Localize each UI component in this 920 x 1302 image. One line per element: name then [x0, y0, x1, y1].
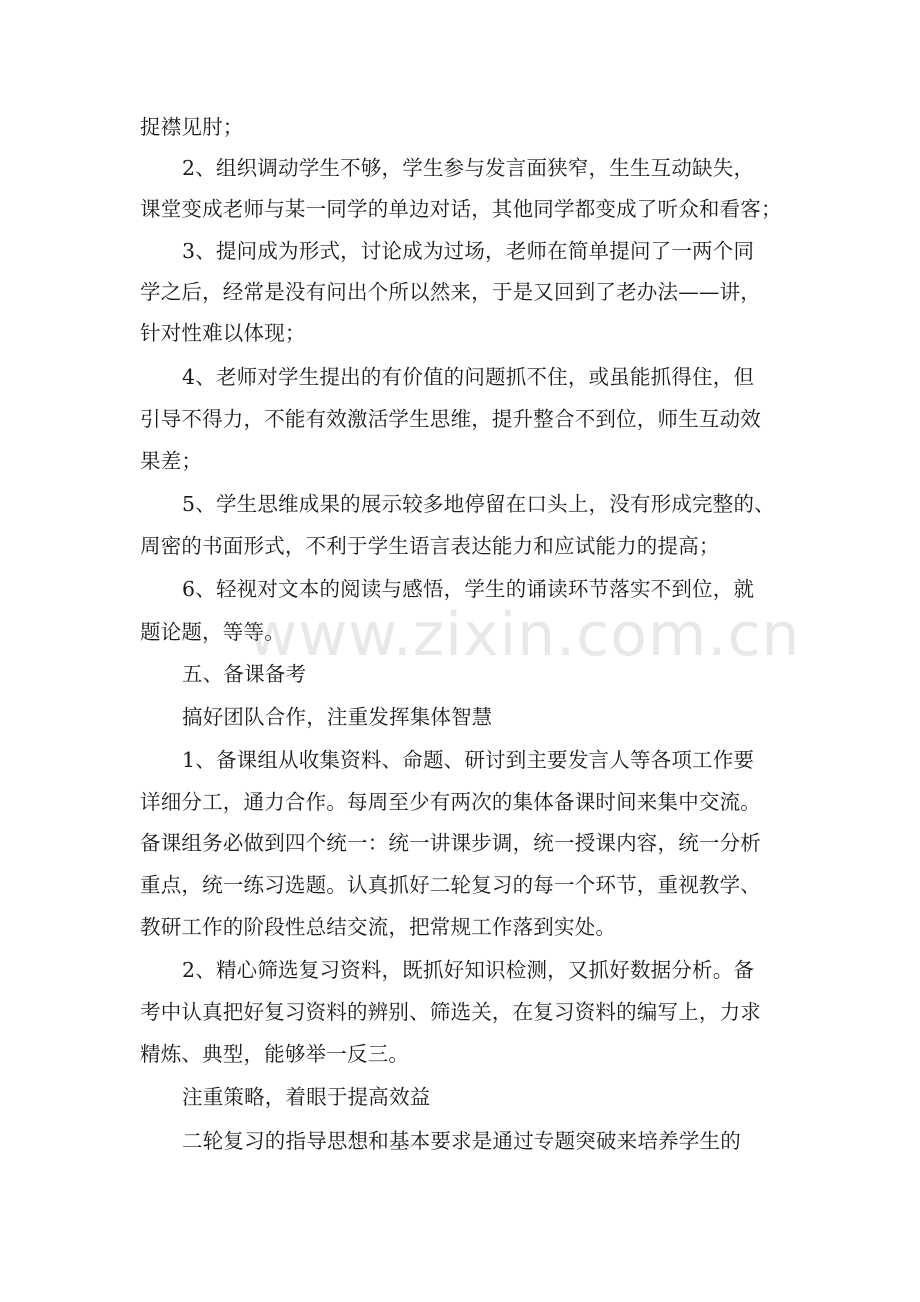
text-line: 重点，统一练习选题。认真抓好二轮复习的每一个环节，重视教学、 — [140, 873, 761, 897]
text-line: 教研工作的阶段性总结交流，把常规工作落到实处。 — [140, 915, 617, 939]
text-line: 课堂变成老师与某一同学的单边对话，其他同学都变成了听众和看客； — [140, 197, 782, 221]
text-line: 引导不得力，不能有效激活学生思维，提升整合不到位，师生互动效 — [140, 407, 761, 431]
text-line: 详细分工，通力合作。每周至少有两次的集体备课时间来集中交流。 — [140, 790, 761, 814]
text-line: 周密的书面形式，不利于学生语言表达能力和应试能力的提高； — [140, 534, 720, 558]
text-line: 考中认真把好复习资料的辨别、筛选关，在复习资料的编写上，力求 — [140, 1000, 761, 1024]
text-line: 5、学生思维成果的展示较多地停留在口头上，没有形成完整的、 — [182, 492, 775, 516]
watermark: www.zixin.com.cn — [248, 600, 801, 670]
text-line: 2、精心筛选复习资料，既抓好知识检测，又抓好数据分析。备 — [182, 958, 755, 982]
text-line: 4、老师对学生提出的有价值的问题抓不住，或虽能抓得住，但 — [182, 365, 755, 389]
text-line: 备课组务必做到四个统一：统一讲课步调，统一授课内容，统一分析 — [140, 831, 761, 855]
text-line: 学之后，经常是没有问出个所以然来，于是又回到了老办法——讲， — [140, 280, 761, 304]
text-line: 精炼、典型，能够举一反三。 — [140, 1042, 410, 1066]
text-line: 3、提问成为形式，讨论成为过场，老师在简单提问了一两个同 — [182, 239, 755, 263]
text-line: 针对性难以体现； — [140, 321, 306, 345]
text-line: 1、备课组从收集资料、命题、研讨到主要发言人等各项工作要 — [182, 748, 755, 772]
subsection-heading: 搞好团队合作，注重发挥集体智慧 — [182, 705, 493, 729]
section-heading: 五、备课备考 — [182, 662, 307, 686]
text-line: 果差； — [140, 449, 203, 473]
text-line: 2、组织调动学生不够，学生参与发言面狭窄，生生互动缺失， — [182, 156, 755, 180]
text-line: 题论题，等等。 — [140, 620, 285, 644]
text-line: 捉襟见肘； — [140, 115, 244, 139]
text-line: 二轮复习的指导思想和基本要求是通过专题突破来培养学生的 — [182, 1129, 741, 1153]
subsection-heading: 注重策略，着眼于提高效益 — [182, 1085, 431, 1109]
text-line: 6、轻视对文本的阅读与感悟，学生的诵读环节落实不到位，就 — [182, 577, 755, 601]
